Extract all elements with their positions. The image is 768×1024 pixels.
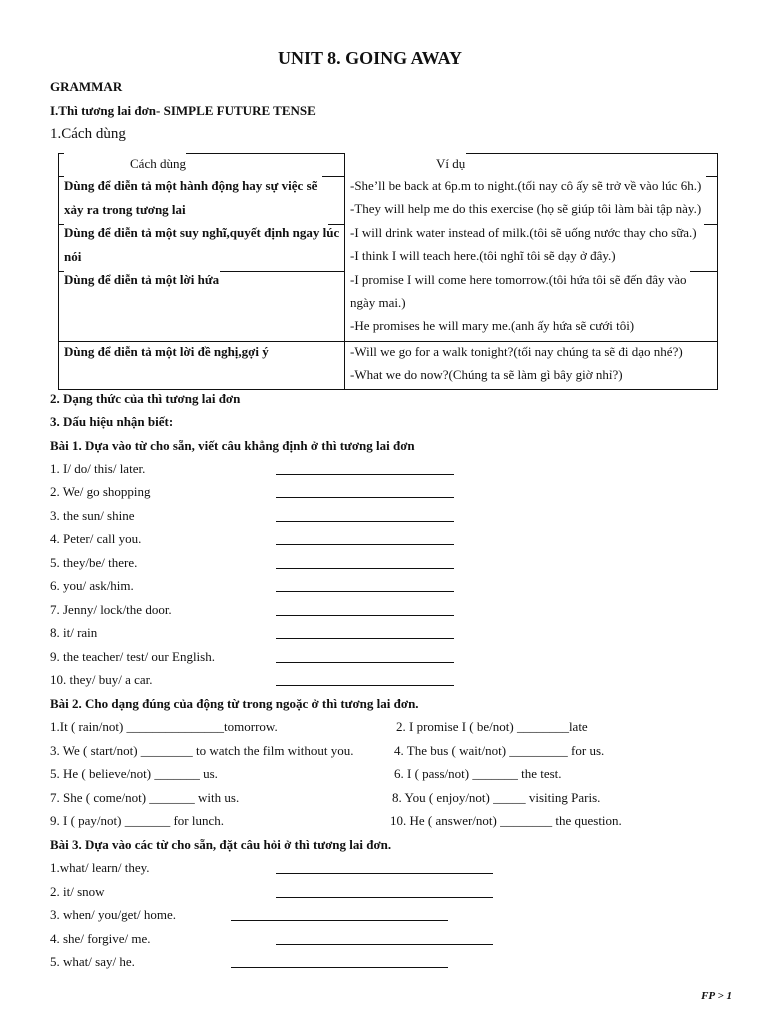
grammar-heading: GRAMMAR	[50, 79, 123, 94]
answer-line[interactable]	[276, 521, 454, 522]
exercise-2-item: 3. We ( start/not) ________ to watch the film without you.	[50, 743, 354, 758]
exercise-1-item: 7. Jenny/ lock/the door.	[50, 602, 172, 617]
page-title: UNIT 8. GOING AWAY	[277, 48, 463, 68]
answer-line[interactable]	[276, 615, 454, 616]
exercise-1-item: 1. I/ do/ this/ later.	[50, 461, 146, 476]
answer-line[interactable]	[276, 873, 493, 874]
answer-line[interactable]	[276, 638, 454, 639]
exercise-1-item: 4. Peter/ call you.	[50, 531, 142, 546]
exercise-3-item: 1.what/ learn/ they.	[50, 860, 150, 875]
answer-line[interactable]	[276, 944, 493, 945]
exercise-2-item: 7. She ( come/not) _______ with us.	[50, 790, 240, 805]
table-border	[58, 153, 64, 154]
answer-line[interactable]	[276, 568, 454, 569]
answer-line[interactable]	[276, 897, 493, 898]
table-cell-example: -He promises he will mary me.(anh ấy hứa sẽ cưới tôi)	[350, 318, 635, 333]
answer-line[interactable]	[276, 685, 454, 686]
future-tense-heading: I.Thì tương lai đơn- SIMPLE FUTURE TENSE	[50, 103, 316, 118]
section-3-heading: 3. Dấu hiệu nhận biết:	[50, 414, 174, 429]
usage-table	[58, 153, 718, 390]
exercise-1-item: 6. you/ ask/him.	[50, 578, 134, 593]
table-cell-example: ngày mai.)	[350, 295, 406, 310]
exercise-2-item: 6. I ( pass/not) _______ the test.	[394, 766, 562, 781]
table-column-divider	[344, 153, 345, 390]
table-cell-usage: Dùng để diễn tả một lời hứa	[64, 272, 220, 287]
answer-line[interactable]	[276, 591, 454, 592]
table-cell-example: -I think I will teach here.(tôi nghĩ tôi sẽ dạy ở đây.)	[350, 248, 616, 263]
table-header-example: Ví dụ	[436, 156, 466, 171]
table-cell-example: -They will help me do this exercise (họ sẽ giúp tôi làm bài tập này.)	[350, 201, 702, 216]
answer-line[interactable]	[276, 662, 454, 663]
answer-line[interactable]	[231, 920, 448, 921]
table-cell-example: -She’ll be back at 6p.m to night.(tối nay cô ấy sẽ trở về vào lúc 6h.)	[350, 178, 702, 193]
exercise-3-item: 5. what/ say/ he.	[50, 954, 135, 969]
answer-line[interactable]	[231, 967, 448, 968]
section-2-heading: 2. Dạng thức của thì tương lai đơn	[50, 391, 241, 406]
exercise-2-item: 10. He ( answer/not) ________ the question.	[390, 813, 622, 828]
exercise-3-item: 2. it/ snow	[50, 884, 105, 899]
table-header-usage: Cách dùng	[130, 156, 186, 171]
table-border	[186, 153, 344, 154]
answer-line[interactable]	[276, 497, 454, 498]
exercise-1-item: 3. the sun/ shine	[50, 508, 135, 523]
table-cell-usage: Dùng để diễn tả một lời đề nghị,gợi ý	[64, 344, 269, 359]
page-footer: FP > 1	[701, 990, 732, 1002]
table-cell-example: -I promise I will come here tomorrow.(tôi hứa tôi sẽ đến đây vào	[350, 272, 687, 287]
exercise-1-item: 5. they/be/ there.	[50, 555, 138, 570]
exercise-2-item: 9. I ( pay/not) _______ for lunch.	[50, 813, 225, 828]
exercise-3-item: 4. she/ forgive/ me.	[50, 931, 151, 946]
table-cell-usage: Dùng để diễn tả một hành động hay sự việc sẽ xảy ra trong tương lai	[64, 178, 318, 217]
exercise-1-title: Bài 1. Dựa vào từ cho sẵn, viết câu khẳng định ở thì tương lai đơn	[50, 438, 415, 453]
table-cell-example: -I will drink water instead of milk.(tôi sẽ uống nước thay cho sữa.)	[350, 225, 697, 240]
exercise-2-item: 1.It ( rain/not) _______________tomorrow.	[50, 719, 278, 734]
exercise-1-item: 10. they/ buy/ a car.	[50, 672, 153, 687]
exercise-2-item: 5. He ( believe/not) _______ us.	[50, 766, 218, 781]
exercise-2-title: Bài 2. Cho dạng đúng của động từ trong ngoặc ở thì tương lai đơn.	[50, 696, 419, 711]
exercise-2-item: 4. The bus ( wait/not) _________ for us.	[394, 743, 605, 758]
exercise-1-item: 2. We/ go shopping	[50, 484, 151, 499]
answer-line[interactable]	[276, 544, 454, 545]
exercise-1-item: 9. the teacher/ test/ our English.	[50, 649, 215, 664]
answer-line[interactable]	[276, 474, 454, 475]
table-cell-usage: Dùng để diễn tả một suy nghĩ,quyết định ngay lúc nói	[64, 225, 340, 264]
table-cell-example: -What we do now?(Chúng ta sẽ làm gì bây giờ nhỉ?)	[350, 367, 623, 382]
table-cell-example: -Will we go for a walk tonight?(tối nay chúng ta sẽ đi dạo nhé?)	[350, 344, 683, 359]
exercise-3-title: Bài 3. Dựa vào các từ cho sẵn, đặt câu hỏi ở thì tương lai đơn.	[50, 837, 392, 852]
exercise-2-item: 8. You ( enjoy/not) _____ visiting Paris.	[392, 790, 601, 805]
table-border	[466, 153, 718, 154]
exercise-1-item: 8. it/ rain	[50, 625, 98, 640]
exercise-2-item: 2. I promise I ( be/not) ________late	[396, 719, 588, 734]
exercise-3-item: 3. when/ you/get/ home.	[50, 907, 177, 922]
usage-heading: 1.Cách dùng	[50, 126, 126, 142]
